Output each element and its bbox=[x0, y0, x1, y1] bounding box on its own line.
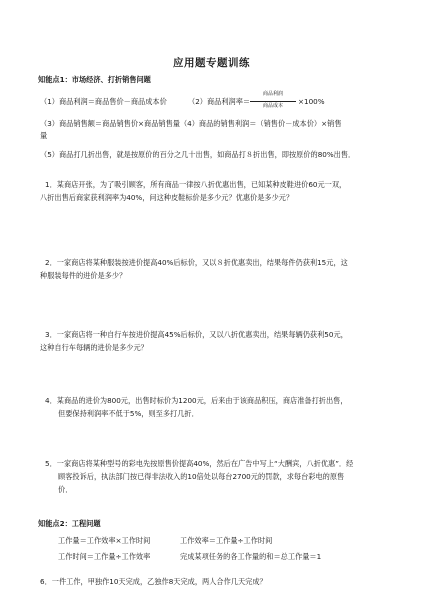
formula-work-efficiency: 工作效率＝工作量÷工作时间 bbox=[180, 536, 273, 545]
formula-discount: （5）商品打几折出售，就是按原价的百分之几十出售，如商品打８折出售，即按原价的80%出售． bbox=[40, 150, 356, 159]
question-3-line1: 3．一家商店将一种自行车按进价提高45%后标价，又以八折优惠卖出，结果每辆仍获利50元， bbox=[45, 330, 348, 339]
question-1-line1: 1．某商店开张，为了吸引顾客，所有商品一律按八折优惠出售，已知某种皮鞋进价60元一双， bbox=[45, 180, 347, 189]
fraction-numerator: 商品利润 bbox=[262, 91, 283, 97]
question-4-line1: 4．某商品的进价为800元，出售时标价为1200元，后来由于该商品积压，商店准备打折出售， bbox=[45, 396, 348, 405]
formula-total-work: 完成某项任务的各工作量的和＝总工作量＝1 bbox=[180, 552, 322, 561]
formula-work-time: 工作时间＝工作量÷工作效率 bbox=[58, 552, 151, 561]
question-4-line2: 但要保持利润率不低于5%，则至多打几折． bbox=[58, 409, 199, 418]
question-1-line2: 八折出售后商家获利润率为40%，问这种皮鞋标价是多少元？优惠价是多少元？ bbox=[40, 193, 294, 202]
formula-work-amount: 工作量＝工作效率×工作时间 bbox=[58, 536, 151, 545]
question-2-line2: 种服装每件的进价是多少？ bbox=[40, 271, 127, 280]
question-5-line2: 顾客投诉后，执法部门按已得非法收入的10倍处以每台2700元的罚款，求每台彩电的原售 bbox=[58, 472, 345, 481]
fraction-denominator: 商品成本 bbox=[262, 103, 283, 109]
question-6: 6．一件工作，甲独作10天完成，乙独作8天完成，两人合作几天完成？ bbox=[40, 577, 267, 586]
formula-percent-tail: ×100% bbox=[298, 97, 325, 106]
formula-profit-rate-label: （2）商品利润率＝ bbox=[188, 97, 251, 106]
formula-profit: （1）商品利润＝商品售价－商品成本价 bbox=[40, 97, 167, 106]
question-3-line2: 这种自行车每辆的进价是多少元？ bbox=[40, 343, 148, 352]
formula-sales: （3）商品销售额＝商品销售价×商品销售量（4）商品的销售利润＝（销售价－成本价）×销售 bbox=[40, 119, 342, 128]
question-5-line3: 价． bbox=[58, 485, 73, 494]
section1-heading: 知能点1：市场经济、打折销售问题 bbox=[38, 75, 151, 84]
page-title: 应用题专题训练 bbox=[173, 57, 250, 69]
question-2-line1: 2．一家商店将某种服装按进价提高40%后标价，又以８折优惠卖出，结果每件仍获利15元，这 bbox=[45, 258, 348, 267]
question-5-line1: 5．一家商店将某种型号的彩电先按原售价提高40%，然后在广告中写上“大酬宾，八折优惠”．经 bbox=[45, 459, 354, 468]
fraction-line bbox=[250, 101, 296, 102]
section2-heading: 知能点2：工程问题 bbox=[38, 519, 101, 528]
formula-sales-cont: 量 bbox=[40, 131, 48, 140]
